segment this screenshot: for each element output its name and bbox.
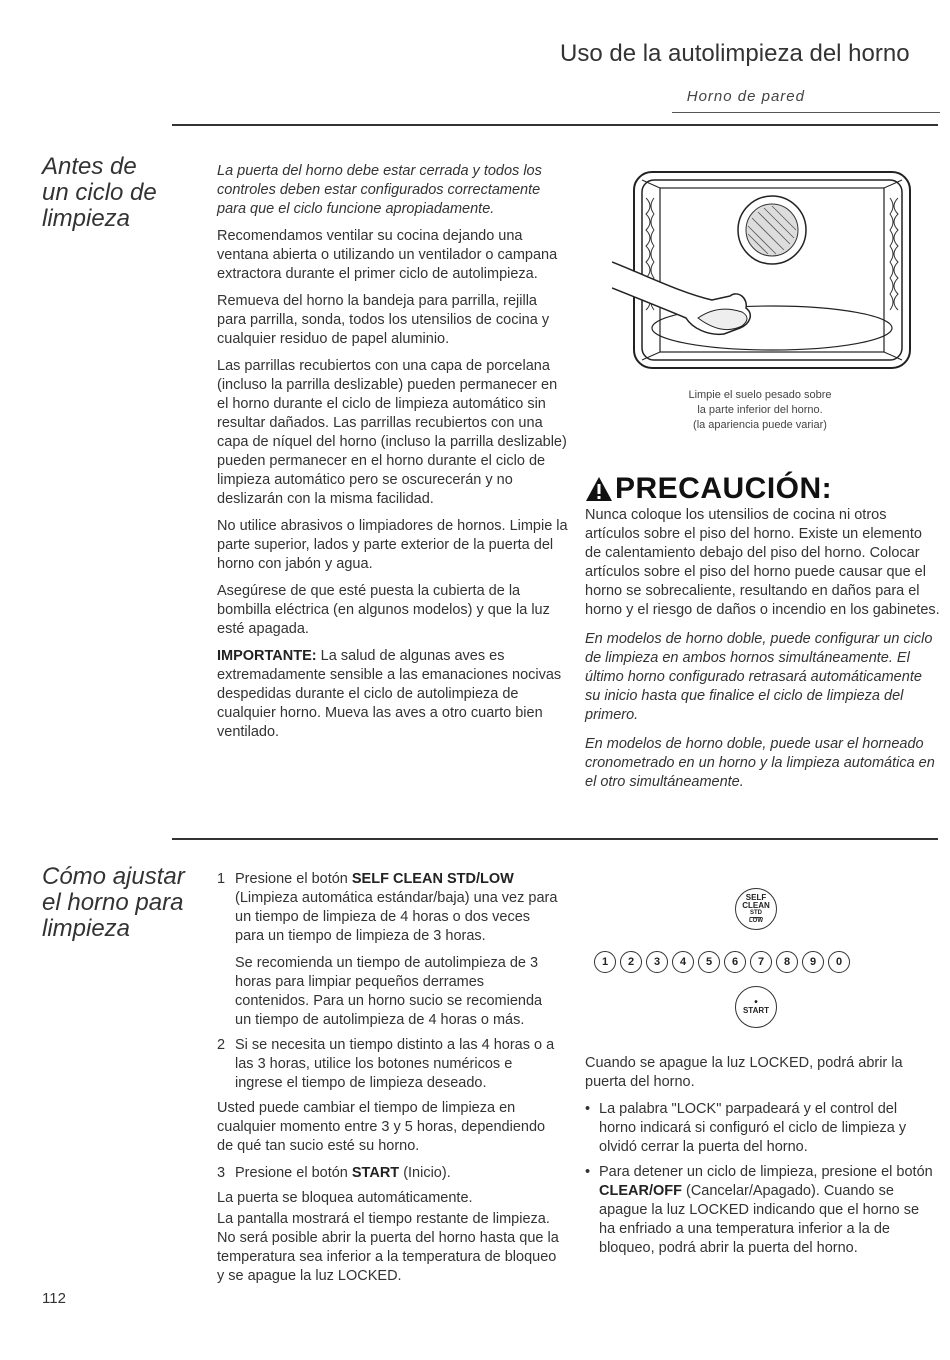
- self-clean-key-label3: STD: [750, 909, 762, 916]
- section1-heading: [42, 154, 157, 232]
- digit-key-8: 8: [776, 951, 798, 973]
- self-clean-key-label1: SELF: [745, 892, 767, 902]
- clear-off-label: CLEAR/OFF: [599, 1183, 682, 1199]
- bullet-stop-pre: Para detener un ciclo de limpieza, presione el botón: [599, 1164, 933, 1180]
- digit-key-6: 6: [724, 951, 746, 973]
- caption-line2: la parte inferior del horno.: [697, 404, 823, 416]
- step-2-number: 2: [217, 1037, 226, 1053]
- digit-key-5: 5: [698, 951, 720, 973]
- bullet-lock-blink: [585, 1100, 937, 1157]
- step-1-number: 1: [217, 871, 226, 887]
- ventilation-paragraph: Recomendamos ventilar su cocina dejando una ventana abierta o utilizando un ventilador o campana extractora durante el primer ciclo de autolimpieza.: [217, 228, 558, 282]
- important-text: La salud de algunas aves es extremadamente sensible a las emanaciones nocivas despedidas durante el ciclo de autolimpieza de cualquier horno. Mueva las aves a otro cuarto bien ventilado.: [217, 648, 562, 740]
- illustration-caption: [640, 388, 880, 433]
- caption-line3: (la apariencia puede variar): [693, 419, 827, 431]
- digit-key-9: 9: [802, 951, 824, 973]
- page-title: Uso de la autolimpieza del horno: [560, 40, 910, 67]
- caption-line1: Limpie el suelo pesado sobre: [688, 389, 832, 401]
- step-2-text: Si se necesita un tiempo distinto a las 4 horas o a las 3 horas, utilice los botones numéricos e ingrese el tiempo de limpieza deseado.: [235, 1037, 555, 1091]
- digit-key-0: 0: [828, 951, 850, 973]
- digit-key-7: 7: [750, 951, 772, 973]
- bullet-stop-cycle-text: [599, 1163, 937, 1258]
- digit-key-3: 3: [646, 951, 668, 973]
- intro-paragraph: La puerta del horno debe estar cerrada y todos los controles deben estar configurados correctamente para que el ciclo funcione apropiadamente.: [217, 163, 542, 217]
- start-key-dot-icon: •: [754, 996, 758, 1008]
- digit-key-2: 2: [620, 951, 642, 973]
- step-2: [217, 1036, 562, 1093]
- step-3-number: 3: [217, 1165, 226, 1181]
- step-3-pre: Presione el botón: [235, 1165, 348, 1181]
- step-3-post: (Inicio).: [403, 1165, 451, 1181]
- section1-heading-line3: limpieza: [42, 205, 131, 232]
- digit-key-4: 4: [672, 951, 694, 973]
- racks-paragraph: Las parrillas recubiertos con una capa de porcelana (incluso la parrilla deslizable) pueden permanecer en el horno durante el ciclo de limpieza automático sin resultar dañados. Las parrillas recubiertos con una capa de níquel del horno (incluso la parrilla deslizable) pueden permanecer en el horno durante el ciclo de limpieza automático pero se oscurecerán y no deslizarán con la misma facilidad.: [217, 358, 567, 507]
- change-time-paragraph: Usted puede cambiar el tiempo de limpieza en cualquier momento entre 3 y 5 horas, dependiendo de qué tan sucio esté su horno.: [217, 1100, 546, 1154]
- section2-heading-line2: el horno para: [42, 889, 184, 916]
- page-subtitle: Horno de pared: [686, 88, 805, 105]
- step-1-note: Se recomienda un tiempo de autolimpieza de 3 horas para limpiar pequeños derrames contenidos. Para un horno sucio se recomienda un tiempo de autolimpieza de 4 horas o más.: [235, 955, 543, 1028]
- step-3: [217, 1164, 562, 1183]
- section1-heading-line2: un ciclo de: [42, 179, 157, 206]
- double-oven-note1: En modelos de horno doble, puede configurar un ciclo de limpieza en ambos hornos simultáneamente. El último horno configurado retrasará automáticamente su inicio hasta que finalice el ciclo de limpieza del primero.: [585, 631, 933, 723]
- section2-heading: [42, 864, 185, 942]
- step-1-post: (Limpieza automática estándar/baja) una vez para un tiempo de limpieza de 4 horas o dos veces para un tiempo de limpieza de 3 horas.: [235, 890, 558, 944]
- subtitle-rule: [672, 112, 940, 113]
- section2-heading-line1: Cómo ajustar: [42, 863, 185, 890]
- caution-text: Nunca coloque los utensilios de cocina ni otros artículos sobre el piso del horno. Existe un elemento de calentamiento debajo del piso del horno. Colocar artículos sobre el piso del horno puede causar que el horno se sobrecaliente, resultando en daños para el horno y el riesgo de daños o incendio en los gabinetes.: [585, 507, 940, 618]
- important-label: IMPORTANTE:: [217, 648, 317, 664]
- locked-light-paragraph: Cuando se apague la luz LOCKED, podrá abrir la puerta del horno.: [585, 1055, 903, 1090]
- bullet-dot-icon: •: [585, 1164, 591, 1180]
- bullet-lock-blink-text: La palabra "LOCK" parpadeará y el control del horno indicará si configuró el ciclo de limpieza y olvidó cerrar la puerta del horno.: [599, 1101, 907, 1155]
- section2-steps-column: [217, 870, 562, 1294]
- bullet-stop-cycle: [585, 1163, 937, 1258]
- no-abrasives-paragraph: No utilice abrasivos o limpiadores de hornos. Limpie la parte superior, lados y parte exterior de la puerta del horno con jabón y agua.: [217, 518, 568, 572]
- step-1-button-label: SELF CLEAN STD/LOW: [351, 871, 514, 887]
- light-cover-paragraph: Asegúrese de que esté puesta la cubierta de la bombilla eléctrica (en algunos modelos) y que la luz esté apagada.: [217, 583, 550, 637]
- self-clean-key-label4: LOW: [749, 917, 763, 924]
- bullet-dot-icon: •: [585, 1101, 591, 1117]
- section2-rule: [172, 838, 938, 840]
- section1-text-column: [217, 162, 569, 750]
- remove-items-paragraph: Remueva del horno la bandeja para parrilla, rejilla para parrilla, sonda, todos los utensilios de cocina y cualquier residuo de papel aluminio.: [217, 293, 550, 347]
- important-paragraph: [217, 647, 569, 742]
- oven-floor-illustration: [612, 168, 912, 378]
- page-number: 112: [42, 1290, 66, 1307]
- step-1-body: [235, 870, 562, 1030]
- door-locks-paragraph: La puerta se bloquea automáticamente.: [217, 1190, 473, 1206]
- start-key-label: START: [742, 1005, 770, 1015]
- section1-heading-line1: Antes de: [42, 153, 137, 180]
- step-1: [217, 870, 562, 1030]
- section2-heading-line3: limpieza: [42, 915, 131, 942]
- digit-key-1: 1: [594, 951, 616, 973]
- double-oven-note2: En modelos de horno doble, puede usar el horneado cronometrado en un horno y la limpieza automática en el otro simultáneamente.: [585, 736, 935, 790]
- section1-rule: [172, 124, 938, 126]
- caution-block: [585, 472, 940, 792]
- step-3-button-label: START: [351, 1165, 400, 1181]
- self-clean-key-label2: CLEAN: [742, 900, 770, 910]
- warning-triangle-icon: [585, 476, 613, 502]
- display-paragraph: La pantalla mostrará el tiempo restante de limpieza. No será posible abrir la puerta del horno hasta que la temperatura sea inferior a la temperatura de bloqueo y se apague la luz LOCKED.: [217, 1211, 559, 1284]
- step-1-pre: Presione el botón: [235, 871, 348, 887]
- caution-title: PRECAUCIÓN:: [615, 472, 833, 505]
- caution-heading: [585, 472, 940, 506]
- start-key: [735, 986, 777, 1028]
- step-1-text: [235, 870, 562, 946]
- step-3-text: [235, 1164, 451, 1183]
- bullet-stop-post: (Cancelar/Apagado). Cuando se apague la luz LOCKED indicando que el horno se ha enfriado a una temperatura inferior a la de bloqueo, podrá abrir la puerta del horno.: [599, 1183, 920, 1256]
- section2-right-column: [585, 1054, 937, 1264]
- self-clean-key: [735, 888, 779, 932]
- number-keypad-row: [594, 951, 850, 973]
